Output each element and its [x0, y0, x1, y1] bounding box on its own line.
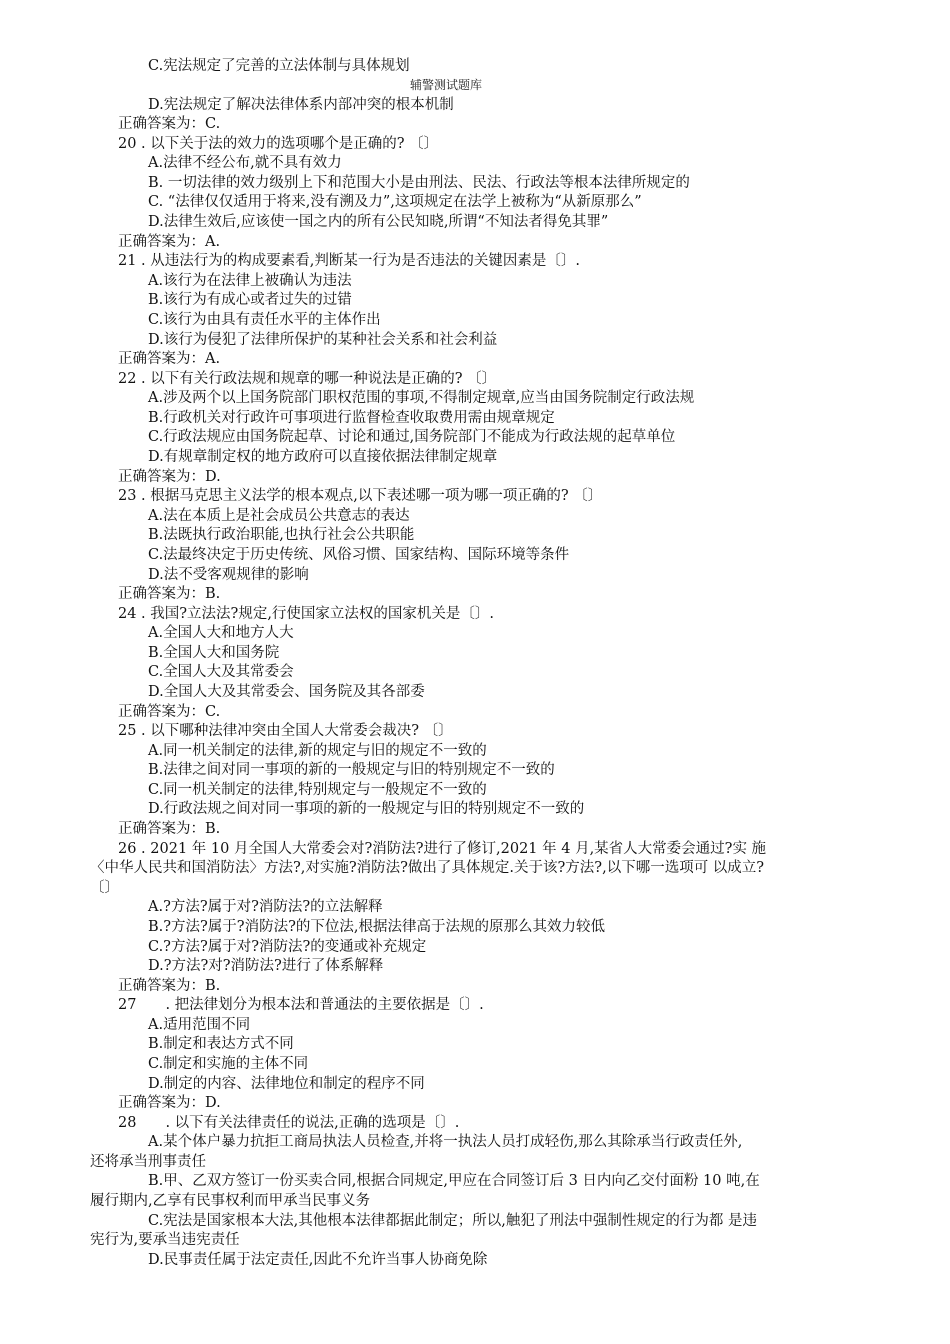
question-text: 27 . 把法律划分为根本法和普通法的主要依据是〔〕.	[118, 997, 484, 1014]
option-text: A.涉及两个以上国务院部门职权范围的事项,不得制定规章,应当由国务院制定行政法规	[148, 390, 695, 407]
continuation-text: 〔〕	[90, 879, 119, 896]
answer-text: 正确答案为：C.	[118, 116, 221, 133]
option-text: C.法最终决定于历史传统、风俗习惯、国家结构、国际环境等条件	[148, 546, 570, 563]
answer-text: 正确答案为：C.	[118, 703, 221, 720]
option-text: D.行政法规之间对同一事项的新的一般规定与旧的特别规定不一致的	[148, 801, 585, 818]
option-text: B.法律之间对同一事项的新的一般规定与旧的特别规定不一致的	[148, 762, 555, 779]
answer-text: 正确答案为：B.	[118, 821, 221, 838]
option-text: D.全国人大及其常委会、国务院及其各部委	[148, 683, 425, 700]
option-text: A.?方法?属于对?消防法?的立法解释	[148, 899, 383, 916]
option-text: A.同一机关制定的法律,新的规定与旧的规定不一致的	[148, 742, 487, 759]
continuation-text: 履行期内,乙享有民事权利而甲承当民事义务	[90, 1193, 371, 1210]
option-text: A.适用范围不同	[148, 1016, 251, 1033]
answer-text: 正确答案为：B.	[118, 977, 221, 994]
option-text: D.该行为侵犯了法律所保护的某种社会关系和社会利益	[148, 331, 498, 348]
watermark-text: 辅警测试题库	[410, 78, 483, 92]
option-text: D.有规章制定权的地方政府可以直接依据法律制定规章	[148, 449, 498, 466]
option-text: D.宪法规定了解决法律体系内部冲突的根本机制	[148, 96, 454, 113]
option-text: B.?方法?属于?消防法?的下位法,根据法律高于法规的原那么其效力较低	[148, 918, 605, 935]
option-text: C.宪法是国家根本大法,其他根本法律都据此制定；所以,触犯了刑法中强制性规定的行为都 是违	[148, 1212, 758, 1229]
question-text: 24 . 我国?立法法?规定,行使国家立法权的国家机关是〔〕.	[118, 605, 495, 622]
question-text: 21 . 从违法行为的构成要素看,判断某一行为是否违法的关键因素是〔〕.	[118, 253, 580, 270]
option-text: C.制定和实施的主体不同	[148, 1056, 309, 1072]
option-text: B.甲、乙双方签订一份买卖合同,根据合同规定,甲应在合同签订后 3 日内向乙交付面粉 10 吨,在	[148, 1173, 760, 1190]
answer-text: 正确答案为：D.	[118, 468, 221, 485]
option-text: A.法律不经公布,就不具有效力	[148, 155, 342, 172]
option-text: C.宪法规定了完善的立法体制与具体规划	[148, 58, 410, 74]
question-text: 25 . 以下哪种法律冲突由全国人大常委会裁决? 〔〕	[118, 723, 453, 740]
option-text: C.行政法规应由国务院起草、讨论和通过,国务院部门不能成为行政法规的起草单位	[148, 429, 676, 446]
option-text: C.同一机关制定的法律,特别规定与一般规定不一致的	[148, 781, 487, 798]
option-text: A.法在本质上是社会成员公共意志的表达	[148, 507, 410, 524]
option-text: D.?方法?对?消防法?进行了体系解释	[148, 958, 384, 975]
option-text: A.该行为在法律上被确认为违法	[148, 272, 352, 289]
option-text: D.法律生效后,应该使一国之内的所有公民知晓,所谓“不知法者得免其罪”	[148, 214, 609, 231]
answer-text: 正确答案为：B.	[118, 586, 221, 603]
option-text: D.民事责任属于法定责任,因此不允许当事人协商免除	[148, 1251, 488, 1268]
option-text: B.法既执行政治职能,也执行社会公共职能	[148, 527, 415, 544]
option-text: A.全国人大和地方人大	[148, 625, 294, 642]
option-text: B.行政机关对行政许可事项进行监督检查收取费用需由规章规定	[148, 409, 555, 426]
option-text: B. 一切法律的效力级别上下和范围大小是由刑法、民法、行政法等根本法律所规定的	[148, 174, 690, 191]
option-text: A.某个体户暴力抗拒工商局执法人员检查,并将一执法人员打成轻伤,那么其除承当行政责任外,	[148, 1134, 743, 1151]
option-text: B.全国人大和国务院	[148, 644, 280, 661]
option-text: C.?方法?属于对?消防法?的变通或补充规定	[148, 938, 427, 955]
continuation-text: 〈中华人民共和国消防法〉方法?,对实施?消防法?做出了具体规定.关于该?方法?,以下哪一选项可 以成立?	[90, 860, 765, 877]
question-text: 28 . 以下有关法律责任的说法,正确的选项是〔〕.	[118, 1114, 460, 1131]
option-text: B.该行为有成心或者过失的过错	[148, 292, 352, 309]
answer-text: 正确答案为：D.	[118, 1095, 221, 1112]
answer-text: 正确答案为：A.	[118, 351, 221, 368]
option-text: D.制定的内容、法律地位和制定的程序不同	[148, 1075, 425, 1092]
question-text: 20 . 以下关于法的效力的选项哪个是正确的? 〔〕	[118, 135, 439, 152]
question-text: 22 . 以下有关行政法规和规章的哪一种说法是正确的? 〔〕	[118, 370, 497, 387]
option-text: C. “法律仅仅适用于将来,没有溯及力”,这项规定在法学上被称为“从新原那么”	[148, 194, 642, 211]
question-text: 23 . 根据马克思主义法学的根本观点,以下表述哪一项为哪一项正确的? 〔〕	[118, 488, 603, 505]
answer-text: 正确答案为：A.	[118, 233, 221, 250]
continuation-text: 还将承当刑事责任	[90, 1153, 206, 1170]
option-text: C.该行为由具有责任水平的主体作出	[148, 311, 381, 328]
option-text: B.制定和表达方式不同	[148, 1036, 294, 1053]
option-text: D.法不受客观规律的影响	[148, 566, 309, 583]
option-text: C.全国人大及其常委会	[148, 664, 294, 681]
continuation-text: 宪行为,要承当违宪责任	[90, 1232, 240, 1249]
question-text: 26 . 2021 年 10 月全国人大常委会对?消防法?进行了修订,2021 年 4 月,某省人大常委会通过?实 施	[118, 840, 767, 857]
